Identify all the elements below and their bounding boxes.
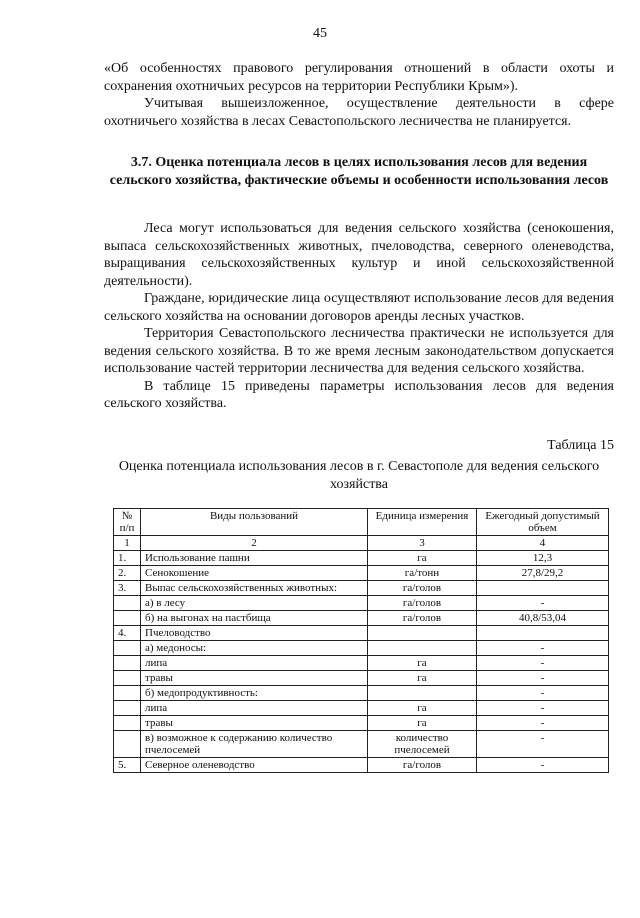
row-kind-cell: липа	[141, 656, 368, 671]
row-kind-cell: Использование пашни	[141, 551, 368, 566]
row-number-cell: 4.	[114, 626, 141, 641]
row-volume-cell: -	[477, 596, 609, 611]
row-number-cell	[114, 671, 141, 686]
row-number-cell	[114, 641, 141, 656]
paragraph-6: В таблице 15 приведены параметры использования лесов для ведения сельского хозяйства.	[104, 378, 614, 411]
table-number: Таблица 15	[547, 438, 614, 453]
row-unit-cell: количество пчелосемей	[368, 731, 477, 758]
row-kind-cell: Сенокошение	[141, 566, 368, 581]
row-unit-cell: га/голов	[368, 758, 477, 773]
row-volume-cell: -	[477, 671, 609, 686]
row-unit-cell: га/тонн	[368, 566, 477, 581]
row-unit-cell: га/голов	[368, 581, 477, 596]
row-number-cell	[114, 611, 141, 626]
row-unit-cell: га	[368, 716, 477, 731]
row-kind-cell: Пчеловодство	[141, 626, 368, 641]
row-kind-cell: травы	[141, 716, 368, 731]
table-row	[114, 551, 609, 566]
row-number-cell: 2.	[114, 566, 141, 581]
row-number-cell	[114, 686, 141, 701]
row-number-cell	[114, 716, 141, 731]
row-volume-cell: -	[477, 716, 609, 731]
row-volume-cell: -	[477, 731, 609, 758]
row-kind-cell: а) медоносы:	[141, 641, 368, 656]
paragraph-4: Граждане, юридические лица осуществляют использование лесов для ведения сельского хозяйства на основании договоров аренды лесных участков.	[104, 291, 614, 324]
table-header-row	[114, 509, 609, 536]
paragraph-3: Леса могут использоваться для ведения сельского хозяйства (сенокошения, выпаса сельскохозяйственных животных, пчеловодства, северного оленеводства, выращивания сельскохозяйственных культур и иной сельскохозяйственной деятельности).	[104, 221, 614, 289]
row-unit-cell: га	[368, 656, 477, 671]
row-number-cell	[114, 731, 141, 758]
row-number-cell: 1.	[114, 551, 141, 566]
table-row	[114, 611, 609, 626]
table-row	[114, 596, 609, 611]
row-volume-cell: 12,3	[477, 551, 609, 566]
header-cell: Единица измерения	[368, 509, 477, 536]
table-row	[114, 566, 609, 581]
row-unit-cell	[368, 626, 477, 641]
paragraph-5: Территория Севастопольского лесничества практически не используется для ведения сельского хозяйства. В то же время лесным законодательством допускается использование частей территории лесничества для ведения сельского хозяйства.	[104, 326, 614, 376]
row-kind-cell: в) возможное к содержанию количество пчелосемей	[141, 731, 368, 758]
column-number-cell: 2	[141, 536, 368, 551]
row-kind-cell: а) в лесу	[141, 596, 368, 611]
table-row	[114, 701, 609, 716]
row-unit-cell: га/голов	[368, 596, 477, 611]
row-volume-cell	[477, 626, 609, 641]
row-kind-cell: Выпас сельскохозяйственных животных:	[141, 581, 368, 596]
row-kind-cell: б) медопродуктивность:	[141, 686, 368, 701]
paragraph-1: «Об особенностях правового регулирования отношений в области охоты и сохранения охотничьих ресурсов на территории Республики Крым»).	[104, 61, 614, 94]
row-volume-cell: 27,8/29,2	[477, 566, 609, 581]
row-number-cell: 3.	[114, 581, 141, 596]
header-cell: Виды пользований	[141, 509, 368, 536]
table-body	[114, 551, 609, 773]
table-row	[114, 731, 609, 758]
table-row	[114, 686, 609, 701]
table-row	[114, 758, 609, 773]
row-kind-cell: б) на выгонах на пастбища	[141, 611, 368, 626]
table-row	[114, 671, 609, 686]
row-kind-cell: травы	[141, 671, 368, 686]
row-volume-cell: -	[477, 701, 609, 716]
row-number-cell	[114, 656, 141, 671]
row-kind-cell: липа	[141, 701, 368, 716]
section-heading: 3.7. Оценка потенциала лесов в целях использования лесов для ведения сельского хозяйства, фактические объемы и особенности использования лесов	[109, 155, 609, 188]
header-cell: № п/п	[114, 509, 141, 536]
table-row	[114, 716, 609, 731]
row-unit-cell: га	[368, 671, 477, 686]
row-unit-cell: га	[368, 701, 477, 716]
row-number-cell	[114, 701, 141, 716]
column-number-cell: 1	[114, 536, 141, 551]
table-caption: Оценка потенциала использования лесов в г. Севастополе для ведения сельского хозяйства	[118, 459, 600, 492]
row-unit-cell: га	[368, 551, 477, 566]
row-volume-cell: -	[477, 686, 609, 701]
table-row	[114, 581, 609, 596]
row-volume-cell: -	[477, 758, 609, 773]
table-row	[114, 656, 609, 671]
body-block	[104, 220, 614, 413]
row-volume-cell: -	[477, 656, 609, 671]
column-number-cell: 3	[368, 536, 477, 551]
row-unit-cell: га/голов	[368, 611, 477, 626]
paragraph-2: Учитывая вышеизложенное, осуществление деятельности в сфере охотничьего хозяйства в лесах Севастопольского лесничества не планируется.	[104, 96, 614, 129]
table-row	[114, 626, 609, 641]
row-volume-cell: 40,8/53,04	[477, 611, 609, 626]
row-volume-cell	[477, 581, 609, 596]
row-number-cell	[114, 596, 141, 611]
row-volume-cell: -	[477, 641, 609, 656]
intro-block	[104, 60, 614, 130]
table-row	[114, 641, 609, 656]
column-number-row	[114, 536, 609, 551]
header-cell: Ежегодный допустимый объем	[477, 509, 609, 536]
row-number-cell: 5.	[114, 758, 141, 773]
column-number-cell: 4	[477, 536, 609, 551]
page-number: 45	[313, 26, 327, 41]
row-kind-cell: Северное оленеводство	[141, 758, 368, 773]
row-unit-cell	[368, 686, 477, 701]
usage-table	[113, 508, 609, 773]
row-unit-cell	[368, 641, 477, 656]
